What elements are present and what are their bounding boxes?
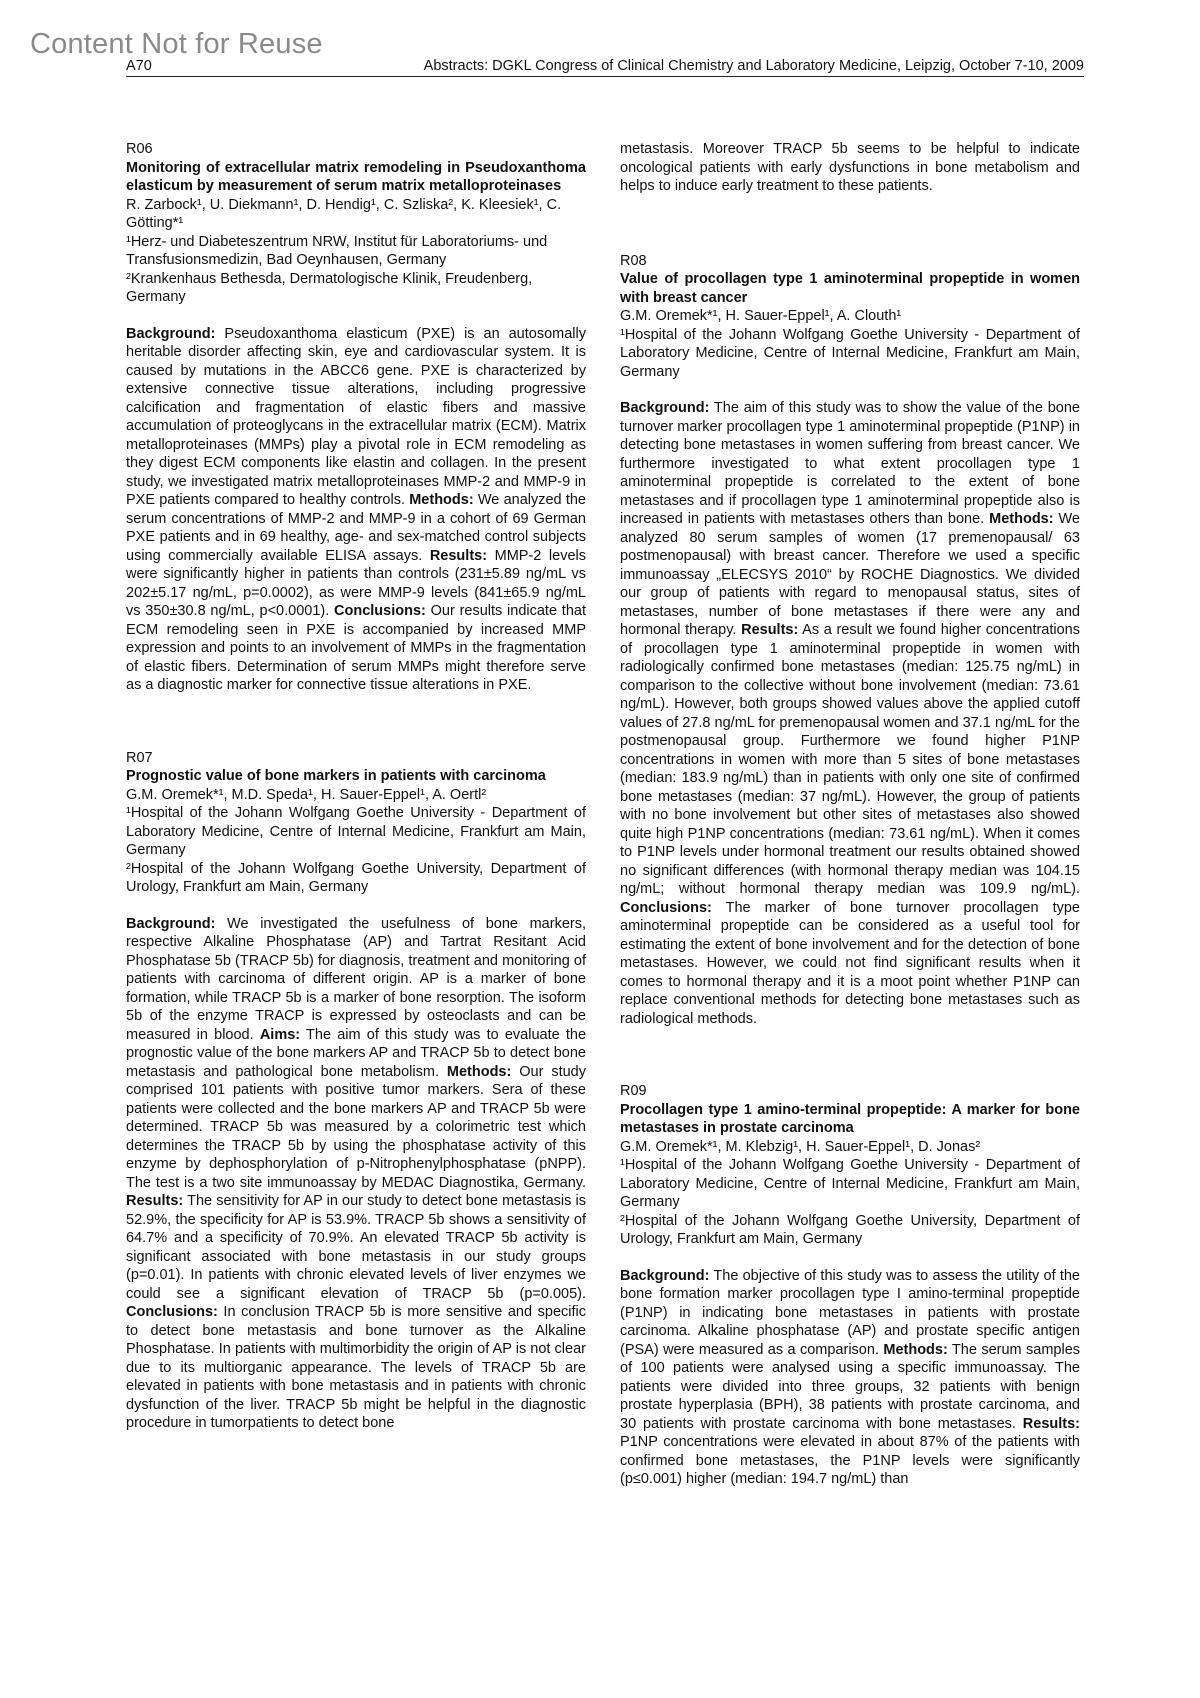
conclusions-label: Conclusions: <box>126 1304 218 1320</box>
journal-title: Abstracts: DGKL Congress of Clinical Chemistry and Laboratory Medicine, Leipzig, October 7-10, 2009 <box>423 58 1084 74</box>
abstract-authors: R. Zarbock¹, U. Diekmann¹, D. Hendig¹, C. Szliska², K. Kleesiek¹, C. Götting*¹ <box>126 196 562 231</box>
left-column <box>126 140 586 1487</box>
affiliations <box>620 326 1080 382</box>
conclusions-text: The marker of bone turnover procollagen type aminoterminal propeptide can be considered as a useful tool for estimating the extent of bone involvement and for the detection of bone metastases. However, we could not find significant results when it comes to hormonal therapy and it is a moot point whether P1NP can replace conventional methods for detecting bone metastases such as radiological methods. <box>620 899 1080 1027</box>
affiliation: ¹Hospital of the Johann Wolfgang Goethe University - Department of Laboratory Medicine, Centre of Internal Medicine, Frankfurt am Main, Germany <box>620 326 1080 380</box>
methods-text: We analyzed 80 serum samples of women (17 premenopausal/ 63 postmenopausal) with breast cancer. Therefore we used a specific immunoassay „ELECSYS 2010“ by ROCHE Diagnostics. We divided our group of patients with regard to menopausal status, sites of metastases, number of bone metastases if there were any and hormonal therapy. <box>620 511 1080 638</box>
background-label: Background: <box>126 915 216 932</box>
methods-text: Our study comprised 101 patients with positive tumor markers. Sera of these patients were collected and the bone markers AP and TRACP 5b were determined. TRACP 5b was measured by a colorimetric test which determines the TRACP 5b by using the phosphatase activity of this enzyme by dephosphorylation of p-Nitrophenylphosphatase (pNPP). The test is a two site immunoassay by MEDAC Diagnostika, Germany. <box>126 1063 586 1191</box>
background-label: Background: <box>620 1267 710 1284</box>
conclusions-label: Conclusions: <box>620 899 712 916</box>
running-header <box>126 56 1084 77</box>
page-number: A70 <box>126 58 152 74</box>
affiliations <box>126 233 586 307</box>
abstract-code: R07 <box>126 749 153 766</box>
background-text: We investigated the usefulness of bone markers, respective Alkaline Phosphatase (AP) and Tartrat Resitant Acid Phosphatase 5b (TRACP 5b) for diagnosis, treatment and monitoring of patients with carcinoma of different origin. AP is a marker of bone formation, while TRACP 5b is a marker of bone resorption. The isoform 5b of the enzyme TRACP is expressed by osteoclasts and can be measured in blood. <box>126 915 586 1043</box>
affiliation: ²Krankenhaus Bethesda, Dermatologische Klinik, Freudenberg, Germany <box>126 270 533 305</box>
abstract-r07 <box>126 749 586 1433</box>
results-label: Results: <box>126 1193 184 1209</box>
affiliations <box>620 1156 1080 1249</box>
abstract-body <box>126 915 586 1433</box>
abstract-code: R08 <box>620 252 647 269</box>
methods-text: We analyzed the serum concentrations of MMP-2 and MMP-9 in a cohort of 69 German PXE patients and in 69 healthy, age- and sex-matched control subjects using commercially available ELISA assays. <box>126 492 586 564</box>
methods-label: Methods: <box>409 492 474 508</box>
results-text: MMP-2 levels were significantly higher in patients than controls (231±5.89 ng/mL vs 202±5.17 ng/mL, p=0.0002), as were MMP-9 levels (841±65.9 ng/mL vs 350±30.8 ng/mL, p<0.0001). <box>126 547 586 619</box>
right-column <box>620 140 1080 1543</box>
background-label: Background: <box>620 400 710 416</box>
abstract-body <box>126 325 586 695</box>
results-text: P1NP concentrations were elevated in about 87% of the patients with confirmed bone metastases, the P1NP levels were significantly (p≤0.001) higher (median: 194.7 ng/mL) than <box>620 1434 1080 1487</box>
abstract-code: R06 <box>126 141 153 157</box>
abstract-code: R09 <box>620 1083 647 1099</box>
affiliations <box>126 804 586 897</box>
abstract-r06 <box>126 140 586 695</box>
background-text: The aim of this study was to show the value of the bone turnover marker procollagen type 1 aminoterminal propeptide (P1NP) in detecting bone metastases in women suffering from breast cancer. We furthermore investigated to what extent procollagen type 1 aminoterminal propeptide is correlated to the extent of bone metastases and if procollagen type 1 aminoterminal propeptide also is increased in patients with metastases others than bone. <box>620 400 1080 527</box>
abstract-title: Procollagen type 1 amino-terminal propeptide: A marker for bone metastases in prostate carcinoma <box>620 1101 1080 1136</box>
affiliation: ²Hospital of the Johann Wolfgang Goethe University, Department of Urology, Frankfurt am Main, Germany <box>126 860 586 895</box>
aims-text: The aim of this study was to evaluate the prognostic value of the bone markers AP and TRACP 5b to detect bone metastasis and pathological bone metabolism. <box>126 1026 587 1080</box>
results-text: As a result we found higher concentrations of procollagen type 1 aminoterminal propeptide in women with radiologically confirmed bone metastases (median: 125.75 ng/mL) in comparison to the collective without bone involvement (median: 73.61 ng/mL). However, both groups showed values above the applied cutoff values of 27.8 ng/mL for premenopausal women and 37.1 ng/mL for the postmenopausal group. Furthermore we found higher P1NP concentrations in women with more than 5 sites of bone metastases (median: 183.9 ng/mL) than in patients with only one site of confirmed bone metastases (median: 37 ng/mL). However, the group of patients with no bone involvement but other sites of metastases also showed quite high P1NP concentrations (median: 73.61 ng/mL). When it comes to P1NP levels under hormonal treatment our results obtained showed no significant differences (with hormonal therapy median was 104.15 ng/mL; without hormonal therapy median was 109.9 ng/mL). <box>620 622 1081 897</box>
abstract-title: Value of procollagen type 1 aminoterminal propeptide in women with breast cancer <box>620 271 1080 306</box>
results-label: Results: <box>429 547 488 564</box>
background-label: Background: <box>126 325 216 342</box>
abstract-authors: G.M. Oremek*¹, M.D. Speda¹, H. Sauer-Eppel¹, A. Oertl² <box>126 786 487 803</box>
methods-text: The serum samples of 100 patients were analysed using a specific immunoassay. The patients were divided into three groups, 32 patients with benign prostate hyperplasia (BPH), 38 patients with prostate carcinoma, and 30 patients with prostate carcinoma with bone metastases. <box>620 1341 1081 1432</box>
watermark: Content Not for Reuse <box>30 28 323 60</box>
results-label: Results: <box>741 622 799 638</box>
abstract-r08 <box>620 252 1080 1029</box>
methods-label: Methods: <box>446 1063 512 1080</box>
affiliation: ²Hospital of the Johann Wolfgang Goethe University, Department of Urology, Frankfurt am Main, Germany <box>620 1212 1080 1247</box>
conclusions-text: Our results indicate that ECM remodeling seen in PXE is accompanied by increased MMP expression and points to an involvement of MMPs in the fragmentation of elastic fibers. Determination of serum MMPs might therefore serve as a diagnostic marker for connective tissue alterations in PXE. <box>126 603 586 693</box>
abstract-r09 <box>620 1082 1080 1489</box>
results-text: The sensitivity for AP in our study to detect bone metastasis is 52.9%, the specificity for AP is 53.9%. TRACP 5b shows a sensitivity of 64.7% and a specificity of 70.9%. An elevated TRACP 5b activity is significant associated with bone metastasis in our study groups (p=0.01). In patients with chronic elevated levels of liver enzymes we could see a significant elevation of TRACP 5b (p=0.005). <box>126 1193 586 1302</box>
results-label: Results: <box>1022 1415 1080 1432</box>
methods-label: Methods: <box>883 1341 948 1358</box>
abstract-body <box>620 399 1080 1028</box>
affiliation: ¹Hospital of the Johann Wolfgang Goethe University - Department of Laboratory Medicine, Centre of Internal Medicine, Frankfurt am Main, Germany <box>126 805 586 858</box>
abstract-r07-continuation: metastasis. Moreover TRACP 5b seems to be helpful to indicate oncological patients with early dysfunctions in bone metabolism and helps to induce early treatment to these patients. <box>620 141 1080 194</box>
conclusions-text: In conclusion TRACP 5b is more sensitive and specific to detect bone metastasis and bone turnover as the Alkaline Phosphatase. In patients with multimorbidity the origin of AP is not clear due to its multiorganic appearance. The levels of TRACP 5b are elevated in patients with bone metastasis and in patients with chronic dysfunction of the liver. TRACP 5b might be helpful in the diagnostic procedure in tumorpatients to detect bone <box>126 1304 586 1431</box>
affiliation: ¹Herz- und Diabeteszentrum NRW, Institut für Laboratoriums- und Transfusionsmedizin, Bad Oeynhausen, Germany <box>126 233 548 268</box>
conclusions-label: Conclusions: <box>334 603 426 619</box>
abstract-body <box>620 1267 1080 1489</box>
abstract-title: Prognostic value of bone markers in patients with carcinoma <box>126 768 546 784</box>
background-text: Pseudoxanthoma elasticum (PXE) is an autosomally heritable disorder affecting skin, eye and cardiovascular system. It is caused by mutations in the ABCC6 gene. PXE is characterized by extensive connective tissue alterations, including progressive calcification and fragmentation of elastic fibers and massive accumulation of proteoglycans in the extracellular matrix (ECM). Matrix metalloproteinases (MMPs) play a pivotal role in ECM remodeling as they digest ECM components like elastin and collagen. In the present study, we investigated matrix metalloproteinases MMP-2 and MMP-9 in PXE patients compared to healthy controls. <box>126 325 586 508</box>
aims-label: Aims: <box>259 1026 301 1043</box>
methods-label: Methods: <box>989 511 1054 527</box>
abstract-authors: G.M. Oremek*¹, H. Sauer-Eppel¹, A. Clouth¹ <box>620 308 902 324</box>
abstract-title: Monitoring of extracellular matrix remodeling in Pseudoxanthoma elasticum by measurement of serum matrix metalloproteinases <box>126 159 586 194</box>
affiliation: ¹Hospital of the Johann Wolfgang Goethe University - Department of Laboratory Medicine, Centre of Internal Medicine, Frankfurt am Main, Germany <box>620 1157 1080 1210</box>
background-text: The objective of this study was to assess the utility of the bone formation marker procollagen type I amino-terminal propeptide (P1NP) in indicating bone metastases in patients with prostate carcinoma. Alkaline phosphatase (AP) and prostate specific antigen (PSA) were measured as a comparison. <box>620 1267 1080 1358</box>
abstract-authors: G.M. Oremek*¹, M. Klebzig¹, H. Sauer-Eppel¹, D. Jonas² <box>620 1138 981 1155</box>
